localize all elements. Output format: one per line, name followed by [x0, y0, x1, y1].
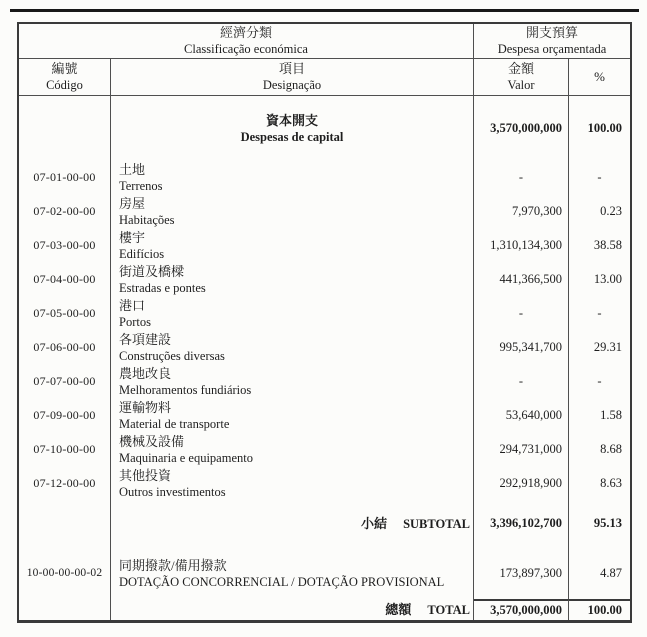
table-row [19, 228, 630, 262]
total-label-zh: 總額 [385, 602, 412, 617]
header-classification-pt: Classificação económica [184, 42, 308, 56]
table-row [19, 364, 630, 398]
row-designation-zh: 土地 [119, 161, 146, 177]
row-designation-pt: Estradas e pontes [119, 280, 206, 295]
row-designation [111, 466, 474, 500]
row-percent: - [597, 373, 602, 388]
row-value: - [474, 296, 569, 330]
header-value [474, 59, 569, 95]
row-code: 07-02-00-00 [19, 194, 111, 228]
row-value: 292,918,900 [474, 466, 569, 500]
table-row [19, 432, 630, 466]
row-value: 441,366,500 [474, 262, 569, 296]
total-value: 3,570,000,000 [474, 599, 569, 620]
row-code: 07-05-00-00 [19, 296, 111, 330]
row-designation-zh: 各項建設 [119, 331, 172, 347]
row-code: 07-07-00-00 [19, 364, 111, 398]
section-title-code-cell [19, 96, 111, 160]
row-code: 07-06-00-00 [19, 330, 111, 364]
header-designation-pt: Designação [262, 78, 322, 92]
table-row [19, 466, 630, 500]
section-title-percent: 100.00 [587, 120, 622, 135]
row-percent: - [597, 169, 602, 184]
row-designation-pt: Material de transporte [119, 416, 230, 431]
row-designation-pt: Terrenos [119, 178, 163, 193]
row-percent: 38.58 [593, 237, 622, 252]
row-designation-zh: 港口 [119, 297, 146, 313]
subtotal-label-en: SUBTOTAL [403, 516, 470, 531]
row-code: 07-01-00-00 [19, 160, 111, 194]
row-designation-zh: 機械及設備 [119, 433, 185, 449]
provision-code: 10-00-00-00-02 [19, 547, 111, 599]
total-row [19, 599, 630, 620]
header-code-zh: 編號 [51, 61, 78, 76]
row-percent: 29.31 [593, 339, 622, 354]
row-designation-zh: 運輸物料 [119, 399, 172, 415]
total-percent: 100.00 [569, 599, 630, 620]
row-code: 07-09-00-00 [19, 398, 111, 432]
total-label-en: TOTAL [427, 602, 470, 617]
header-designation-zh: 項目 [278, 61, 305, 76]
provision-designation [111, 547, 474, 599]
row-value: 1,310,134,300 [474, 228, 569, 262]
row-designation [111, 432, 474, 466]
section-title-value: 3,570,000,000 [474, 96, 569, 160]
provision-row [19, 547, 630, 599]
row-designation-pt: Melhoramentos fundiários [119, 382, 252, 397]
table-row [19, 330, 630, 364]
row-value: - [474, 160, 569, 194]
row-percent: 8.63 [600, 475, 622, 490]
total-label-cell [111, 599, 474, 620]
header-row-groups [19, 24, 630, 59]
provision-designation-pt: DOTAÇÃO CONCORRENCIAL / DOTAÇÃO PROVISIONAL [119, 574, 445, 589]
header-row-columns [19, 59, 630, 96]
section-title-pt: Despesas de capital [240, 129, 344, 144]
header-designation [111, 59, 474, 95]
subtotal-value: 3,396,102,700 [474, 500, 569, 547]
row-designation-zh: 其他投資 [119, 467, 172, 483]
provision-percent: 4.87 [600, 565, 622, 580]
header-code-pt: Código [46, 78, 83, 92]
row-percent: 8.68 [600, 441, 622, 456]
subtotal-label-zh: 小結 [361, 516, 388, 531]
row-designation-zh: 農地改良 [119, 365, 172, 381]
row-designation [111, 262, 474, 296]
table-row [19, 262, 630, 296]
row-percent: 13.00 [593, 271, 622, 286]
row-percent: 0.23 [600, 203, 622, 218]
header-budget-pt: Despesa orçamentada [497, 42, 607, 56]
header-code [19, 59, 111, 95]
table-row [19, 398, 630, 432]
subtotal-percent: 95.13 [593, 516, 622, 530]
header-budget [474, 24, 630, 58]
header-percent [569, 59, 630, 95]
header-classification [19, 24, 474, 58]
section-title-row [19, 96, 630, 160]
row-code: 07-12-00-00 [19, 466, 111, 500]
row-designation [111, 330, 474, 364]
row-designation-pt: Construções diversas [119, 348, 225, 363]
table-row [19, 194, 630, 228]
header-value-pt: Valor [507, 78, 535, 92]
top-rule [10, 9, 639, 12]
row-designation [111, 228, 474, 262]
row-code: 07-04-00-00 [19, 262, 111, 296]
row-designation-pt: Outros investimentos [119, 484, 226, 499]
row-code: 07-10-00-00 [19, 432, 111, 466]
header-percent-label: % [594, 69, 605, 84]
table-row [19, 160, 630, 194]
section-title-zh: 資本開支 [265, 112, 318, 128]
row-designation [111, 160, 474, 194]
row-designation-pt: Maquinaria e equipamento [119, 450, 253, 465]
subtotal-label-cell [111, 500, 474, 547]
provision-designation-zh: 同期撥款/備用撥款 [119, 557, 227, 573]
row-designation-zh: 樓宇 [119, 229, 146, 245]
row-designation-zh: 房屋 [119, 195, 146, 211]
subtotal-code-cell [19, 500, 111, 547]
row-designation [111, 398, 474, 432]
row-value: 995,341,700 [474, 330, 569, 364]
row-value: 294,731,000 [474, 432, 569, 466]
budget-table [17, 22, 632, 623]
table-row [19, 296, 630, 330]
row-designation-pt: Habitações [119, 212, 175, 227]
provision-value: 173,897,300 [474, 547, 569, 599]
header-value-zh: 金額 [507, 61, 534, 76]
header-budget-zh: 開支預算 [525, 25, 578, 40]
row-designation-pt: Portos [119, 314, 151, 329]
row-designation [111, 296, 474, 330]
row-value: 7,970,300 [474, 194, 569, 228]
header-classification-zh: 經濟分類 [219, 25, 272, 40]
row-value: - [474, 364, 569, 398]
row-percent: - [597, 305, 602, 320]
subtotal-row [19, 500, 630, 547]
row-value: 53,640,000 [474, 398, 569, 432]
row-percent: 1.58 [600, 407, 622, 422]
row-designation-pt: Edifícios [119, 246, 165, 261]
row-designation [111, 194, 474, 228]
total-code-cell [19, 599, 111, 620]
row-code: 07-03-00-00 [19, 228, 111, 262]
section-title-cell [111, 96, 474, 160]
row-designation [111, 364, 474, 398]
row-designation-zh: 街道及橋樑 [119, 263, 185, 279]
